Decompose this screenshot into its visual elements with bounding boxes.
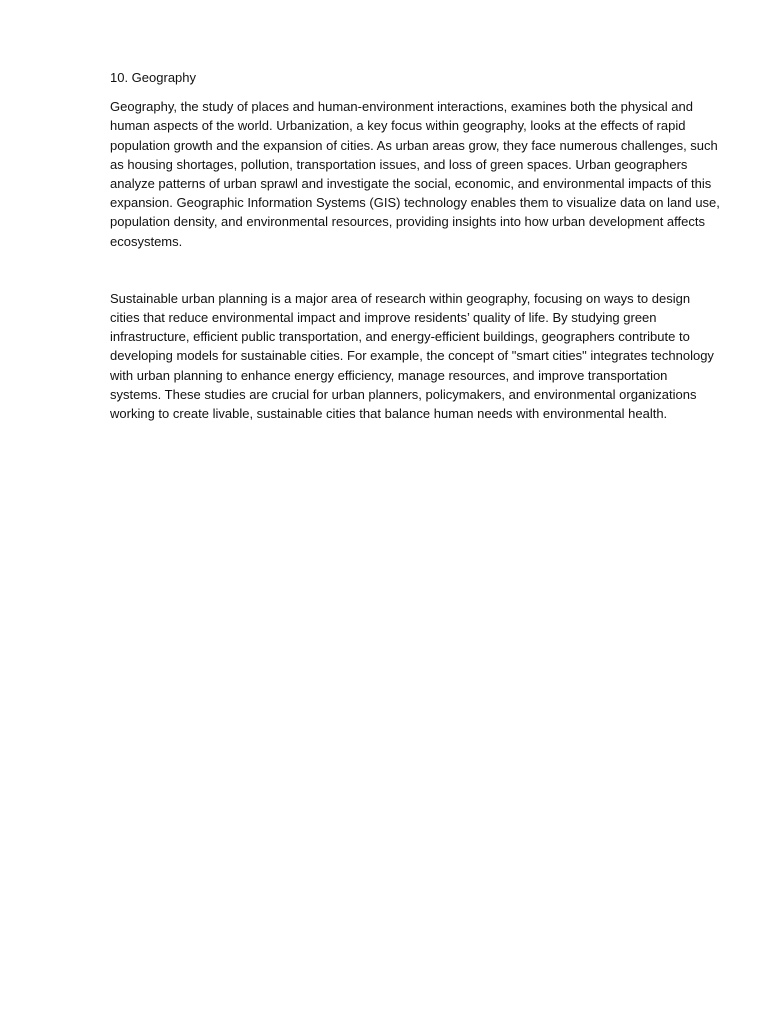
paragraph-sustainable-planning: Sustainable urban planning is a major area of research within geography, focusing on ways to design cities that reduce environmental impact and improve residents’ quality of life. By studying green infrastructure, efficient public transportation, and energy-efficient buildings, geographers contribute to developing models for sustainable cities. For example, the concept of "smart cities" integrates technology with urban planning to enhance energy efficiency, manage resources, and improve transportation systems. These studies are crucial for urban planners, policymakers, and environmental organizations working to create livable, sustainable cities that balance human needs with environmental health. xyxy=(110,290,714,422)
section-heading: 10. Geography xyxy=(110,70,197,85)
paragraph-geography-urbanization: Geography, the study of places and human-environment interactions, examines both the physical and human aspects of the world. Urbanization, a key focus within geography, looks at the effects of rapid population growth and the expansion of cities. As urban areas grow, they face numerous challenges, such as housing shortages, pollution, transportation issues, and loss of green spaces. Urban geographers analyze patterns of urban sprawl and investigate the social, economic, and environmental impacts of this expansion. Geographic Information Systems (GIS) technology enables them to visualize data on land use, population density, and environmental resources, providing insights into how urban development affects ecosystems. xyxy=(110,99,720,249)
document-body xyxy=(110,68,720,423)
